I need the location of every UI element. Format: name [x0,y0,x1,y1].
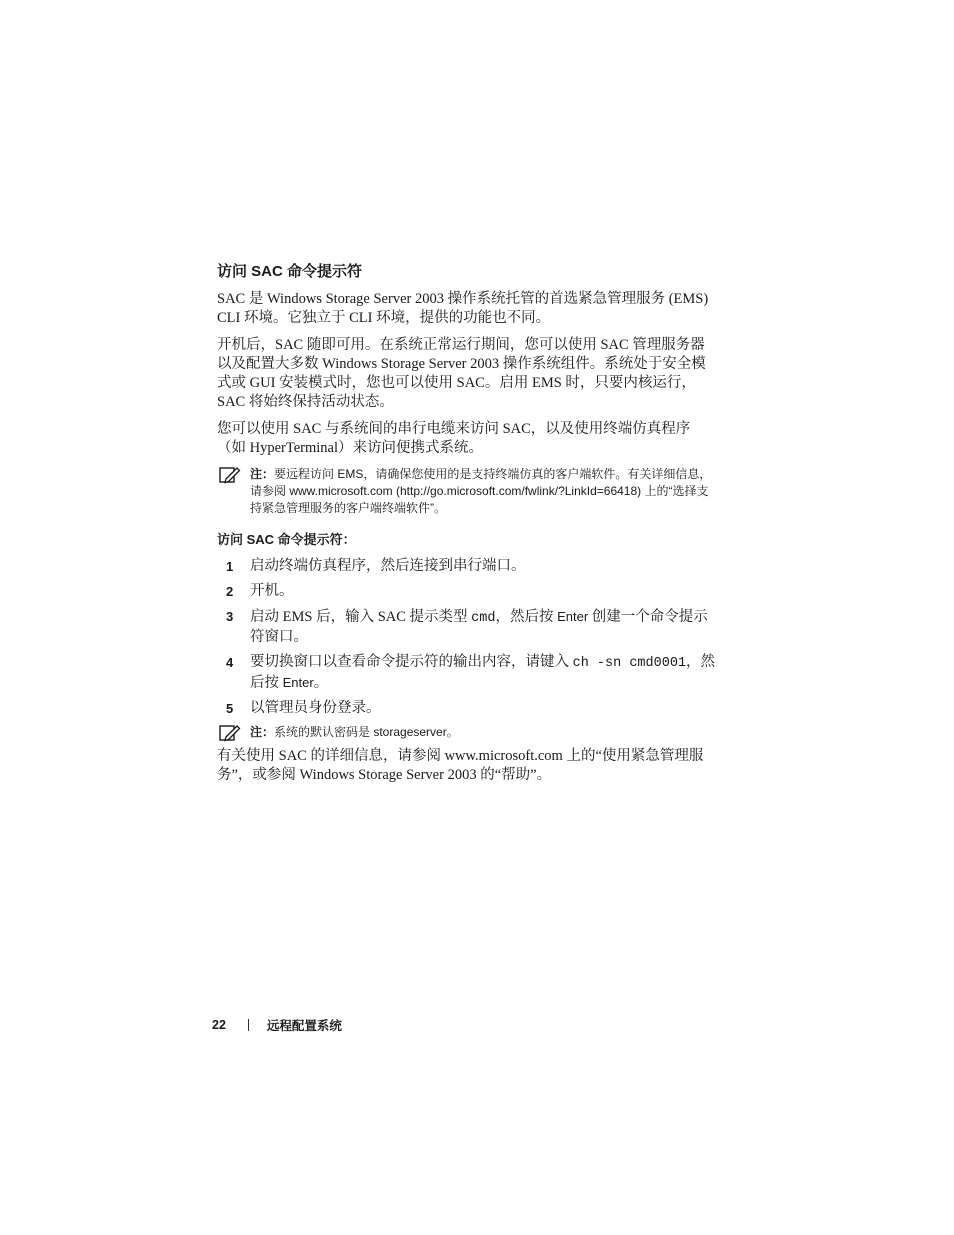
step-text-post: 创建一个命令提示符窗口。 [250,609,708,645]
procedure-title: 访问 SAC 命令提示符： [217,532,356,547]
page-number: 22 [212,1018,226,1032]
page-content [217,262,717,793]
step-number: 1 [226,559,234,574]
step-item [217,607,717,647]
step-number: 2 [226,584,234,599]
step-command: cmd [471,611,496,626]
page-footer [212,1016,342,1034]
step-text: 以管理员身份登录。 [250,700,381,716]
footer-divider [248,1019,249,1031]
step-text-pre: 要切换窗口以查看命令提示符的输出内容，请键入 [250,654,573,670]
note-label: 注： [250,725,275,739]
procedure-steps [217,557,717,718]
paragraph-availability: 开机后，SAC 随即可用。在系统正常运行期间，您可以使用 SAC 管理服务器以及配置大多数 Windows Storage Server 2003 操作系统组件。系统处于安全模式或 GUI 安装模式时，您也可以使用 SAC。启用 EMS 时，只要内核运行，SAC 将始终保持活动状态。 [217,337,706,410]
note-label: 注： [250,467,275,481]
paragraph-intro: SAC 是 Windows Storage Server 2003 操作系统托管的首选紧急管理服务 (EMS) CLI 环境。它独立于 CLI 环境，提供的功能也不同。 [217,291,709,326]
chapter-title: 远程配置系统 [266,1019,342,1033]
note-remote-access [217,466,717,517]
step-command: ch -sn cmd0001 [572,656,687,671]
step-text-mid: ，然后按 [250,654,716,691]
section-title: 访问 SAC 命令提示符 [217,263,363,280]
step-key: Enter [557,609,589,624]
step-text-pre: 启动 EMS 后，输入 SAC 提示类型 [250,609,472,625]
step-text: 启动终端仿真程序，然后连接到串行端口。 [250,558,526,574]
pencil-note-icon [219,724,241,742]
step-text: 开机。 [250,583,294,599]
paragraph-closing: 有关使用 SAC 的详细信息，请参阅 www.microsoft.com 上的“使用紧急管理服务”，或参阅 Windows Storage Server 2003 的“帮助”。 [217,748,704,783]
step-item [217,557,717,576]
step-item [217,699,717,718]
step-item [217,582,717,601]
step-number: 4 [226,655,234,670]
note-default-password [217,724,717,741]
paragraph-access: 您可以使用 SAC 与系统间的串行电缆来访问 SAC，以及使用终端仿真程序（如 HyperTerminal）来访问便携式系统。 [217,421,691,456]
note-text: 系统的默认密码是 storageserver。 [274,725,459,739]
step-number: 3 [226,609,234,624]
step-number: 5 [226,701,234,716]
step-item [217,653,717,693]
step-key: Enter [282,675,314,690]
pencil-note-icon [219,466,241,484]
step-text-post: 。 [313,675,329,691]
note-text: 要远程访问 EMS，请确保您使用的是支持终端仿真的客户端软件。有关详细信息，请参阅 www.microsoft.com (http://go.microsoft.com/fwlink/?LinkId=66418) 上的“选择支持紧急管理服务的客户端终端软件”。 [250,467,712,515]
step-text-mid: ，然后按 [495,609,558,625]
